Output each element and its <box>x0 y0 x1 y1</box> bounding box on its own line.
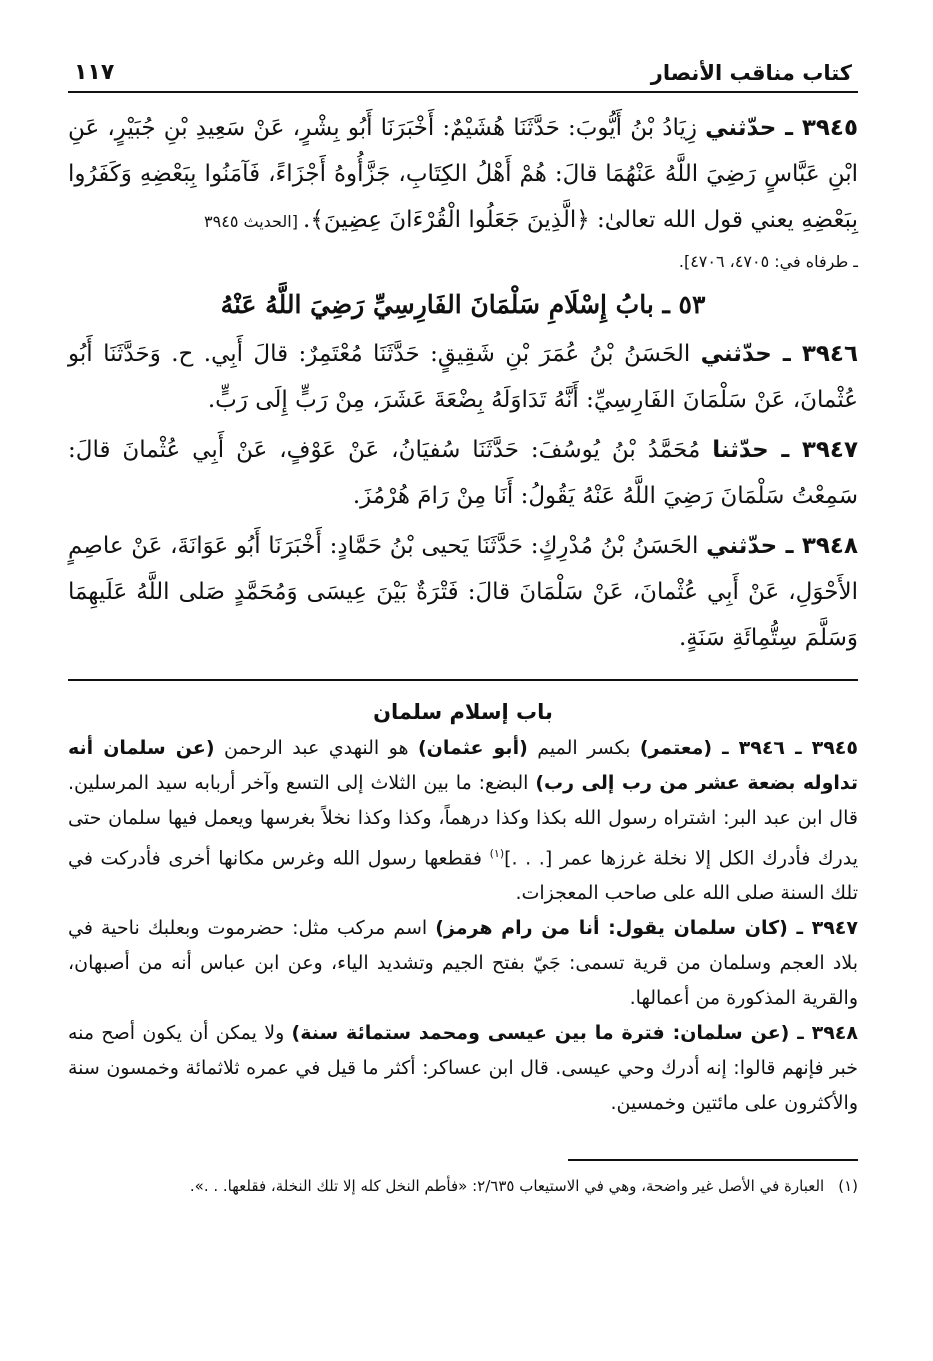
hadith-text <box>68 105 858 661</box>
commentary-text: اسم مركب مثل: حضرموت وبعلبك ناحية في بلاد العجم وسلمان من قرية تسمى: جَيّ بفتح الجيم وتشديد الياء، وعن ابن عباس أنه من أصبهان، والقرية المذكورة من أعمالها. <box>68 917 858 1010</box>
book-title: كتاب مناقب الأنصار <box>650 61 852 85</box>
page-number: ١١٧ <box>74 60 115 85</box>
commentary-title: باب إسلام سلمان <box>373 700 553 724</box>
footnote-marker[interactable]: (١) <box>489 847 505 860</box>
commentary-keyword: (أبو عثمان) <box>417 737 528 759</box>
commentary-keyword: (عن سلمان أنه تداوله بضعة عشر من رب إلى رب) <box>68 737 858 794</box>
commentary-lead: ٣٩٤٥ ـ ٣٩٤٦ ـ (معتمر) <box>639 737 858 759</box>
section-divider <box>68 679 858 681</box>
commentary-section <box>68 695 858 1121</box>
hadith-3945 <box>68 105 858 245</box>
commentary-text: هو النهدي عبد الرحمن <box>214 737 418 759</box>
hadith-body: الحَسَنُ بْنُ عُمَرَ بْنِ شَقِيقٍ: حَدَّثَنَا مُعْتَمِرٌ: قالَ أَبِي. ح. وَحَدَّثَنَا أَبُو عُثْمانَ، عَنْ سَلْمَانَ الفَارِسِيِّ: أَنَّهُ تَدَاوَلَهُ بِضْعَةَ عَشَرَ، مِنْ رَبٍّ إِلَى رَبٍّ. <box>68 341 858 413</box>
footnote <box>68 1171 858 1201</box>
hadith-body: زِيَادُ بْنُ أَيُّوبَ: حَدَّثَنَا هُشَيْمٌ: أَخْبَرَنَا أَبُو بِشْرٍ، عَنْ سَعِيدِ بْنِ جُبَيْرٍ، عَنِ ابْنِ عَبَّاسٍ رَضِيَ اللَّهُ عَنْهُمَا قالَ: هُمْ أَهْلُ الكِتَابِ، جَزَّأُوهُ أَجْزَاءً، فَآمَنُوا بِبَعْضِهِ وَكَفَرُوا بِبَعْضِهِ يعني قول الله تعالىٰ: ﴿الَّذِينَ جَعَلُوا الْقُرْءَانَ عِضِينَ﴾. <box>68 115 858 233</box>
footnote-number: (١) <box>838 1177 858 1196</box>
hadith-number: ٣٩٤٨ ـ حدّثني <box>706 533 858 559</box>
commentary-text: البضع: ما بين الثلاث إلى التسع وآخر أربابه سيد المرسلين. قال ابن عبد البر: اشتراه رسول الله بكذا وكذا درهماً، وكذا وكذا نخلاً بغرسها ويعمل فيها سلمان حتى يدرك فأدرك الكل إلا نخلة غرزها عمر [. . .] <box>68 772 858 870</box>
hadith-number: ٣٩٤٥ ـ حدّثني <box>705 115 858 141</box>
hadith-reference: [الحديث ٣٩٤٥ <box>204 212 304 231</box>
chapter-heading: ٥٣ ـ بابُ إِسْلَامِ سَلْمَانَ الفَارِسِيِّ رَضِيَ اللَّهُ عَنْهُ <box>220 290 706 319</box>
hadith-number: ٣٩٤٦ ـ حدّثني <box>700 341 858 367</box>
footnote-rule <box>568 1159 858 1161</box>
commentary-lead: ٣٩٤٧ ـ (كان سلمان يقول: أنا من رام هرمز) <box>435 917 858 940</box>
commentary-paragraph <box>68 731 858 911</box>
footnote-text: العبارة في الأصل غير واضحة، وهي في الاستيعاب ٢/٦٣٥: «فأطم النخل كله إلا تلك النخلة، فقلعها. . .». <box>189 1177 825 1196</box>
commentary-paragraph <box>68 911 858 1016</box>
hadith-3947 <box>68 427 858 519</box>
hadith-reference-tail: ـ طرفاه في: ٤٧٠٥، ٤٧٠٦]. <box>678 252 858 271</box>
hadith-number: ٣٩٤٧ ـ حدّثنا <box>712 437 858 463</box>
running-header <box>68 60 858 93</box>
commentary-text: فقطعها رسول الله وغرس مكانها أخرى فأدركت في تلك السنة صلى الله على صاحب المعجزات. <box>68 847 858 905</box>
hadith-body: الحَسَنُ بْنُ مُدْرِكٍ: حَدَّثَنَا يَحيى بْنُ حَمَّادٍ: أَخْبَرَنَا أَبُو عَوَانَةَ، عَنْ عاصِمٍ الأَحْوَلِ، عَنْ أَبِي عُثْمانَ، عَنْ سَلْمَانَ قالَ: فَتْرَةٌ بَيْنَ عِيسَى وَمُحَمَّدٍ صَلى اللَّهُ عَلَيهِمَا وَسَلَّمَ سِتُّمِائَةِ سَنَةٍ. <box>68 533 858 651</box>
commentary-lead: ٣٩٤٨ ـ (عن سلمان: فترة ما بين عيسى ومحمد ستمائة سنة) <box>291 1022 858 1045</box>
hadith-3946 <box>68 331 858 423</box>
hadith-3948 <box>68 523 858 661</box>
commentary-paragraph <box>68 1016 858 1121</box>
hadith-body: مُحَمَّدُ بْنُ يُوسُفَ: حَدَّثَنَا سُفيَانُ، عَنْ عَوْفٍ، عَنْ أَبِي عُثْمانَ قالَ: سَمِعْتُ سَلْمَانَ رَضِيَ اللَّهُ عَنْهُ يَقُولُ: أَنَا مِنْ رَامَ هُرْمُزَ. <box>68 437 858 509</box>
commentary-text: ولا يمكن أن يكون أصح منه خبر فإنهم قالوا: إنه أدرك وحي عيسى. قال ابن عساكر: أكثر ما قيل في عمره ثلاثمائة وخمسون سنة والأكثرون على مائتين وخمسين. <box>68 1022 858 1115</box>
commentary-text: بكسر الميم <box>527 737 640 759</box>
